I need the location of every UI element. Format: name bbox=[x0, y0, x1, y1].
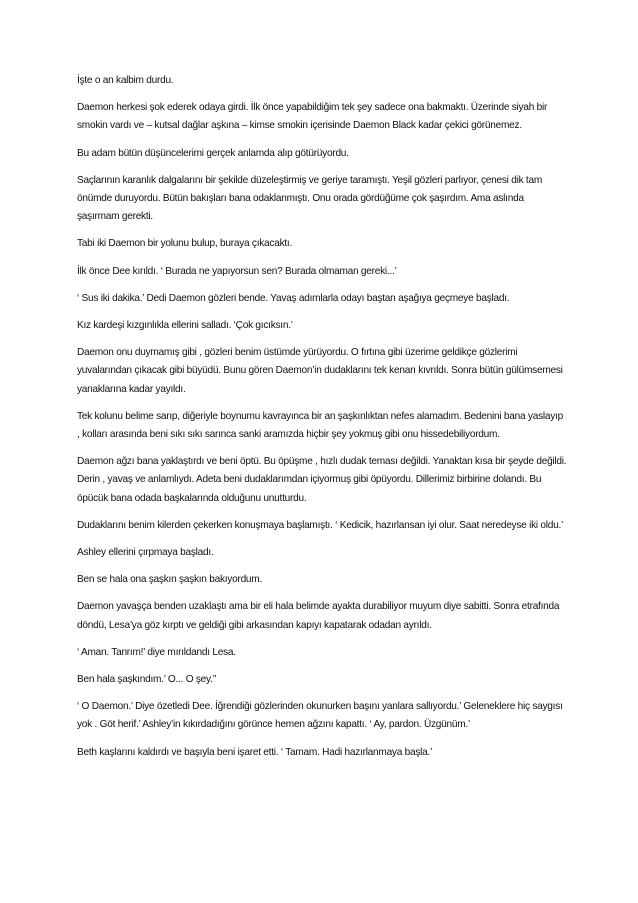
paragraph-14: Ben se hala ona şaşkın şaşkın bakıyordum. bbox=[77, 574, 263, 586]
paragraph-15: Daemon yavaşça benden uzaklaştı ama bir eli hala belimde ayakta durabiliyor muyum diye sabitti. Sonra etrafında döndü, Lesa’ya göz kırptı ve geldiği gibi arkasından kapıyı kapatarak odadan ayrıldı. bbox=[77, 601, 560, 631]
paragraph-11: Daemon ağzı bana yaklaştırdı ve beni öptü. Bu öpüşme , hızlı dudak teması değildi. Yanaktan kısa bir şeyde değildi. Derin , yavaş ve anlamlıydı. Adeta beni dudaklarımdan içiyormuş gibi öpüyordu. Dillerimiz birbirine dolandı. Bu öpücük bana odada başkalarında olduğunu unutturdu. bbox=[77, 456, 567, 504]
paragraph-8: Kız kardeşi kızgınlıkla ellerini salladı. ‘Çok gıcıksın.’ bbox=[77, 320, 293, 332]
paragraph-16: ‘ Aman. Tanrım!’ diye mırıldandı Lesa. bbox=[77, 646, 236, 658]
paragraph-10: Tek kolunu belime sarıp, diğeriyle boynumu kavrayınca bir an şaşkınlıktan nefes alamadım. Bedenini bana yaslayıp , kolları arasında beni sıkı sıkı sarınca sanki aramızda hiçbir şey yokmuş gibi onu hissedebiliyordum. bbox=[77, 410, 563, 441]
paragraph-13: Ashley ellerini çırpmaya başladı. bbox=[77, 547, 214, 559]
paragraph-4: Saçlarının karanlık dalgalarını bir şekilde düzeleştirmiş ve geriye taramıştı. Yeşil gözleri parlıyor, çenesi dik tam önümde duruyordu. Bütün bakışları bana odaklanmıştı. Onu orada gördüğüme çok şaşırdım. Ama aslında şaşırmam gerekti. bbox=[77, 174, 543, 223]
paragraph-2: Daemon herkesi şok ederek odaya girdi. İlk önce yapabildiğim tek şey sadece ona bakmaktı. Üzerinde siyah bir smokin vardı ve – kutsal dağlar aşkına – kimse smokin içerisinde Daemon Black kadar çekici görünemez. bbox=[77, 102, 548, 132]
paragraph-7: ‘ Sus iki dakika.’ Dedi Daemon gözleri bende. Yavaş adımlarla odayı baştan aşağıya geçmeye başladı. bbox=[77, 292, 510, 304]
paragraph-17: Ben hala şaşkındım.’ O... O şey.’’ bbox=[77, 674, 217, 686]
paragraph-5: Tabi iki Daemon bir yolunu bulup, buraya çıkacaktı. bbox=[77, 238, 293, 250]
document-page bbox=[77, 72, 567, 771]
paragraph-18: ‘ O Daemon.’ Diye özetledi Dee. İğrendiği gözlerinden okunurken başını yanlara sallıyordu.’ Geleneklere hiç saygısı yok . Göt herif.’ Ashley’in kıkırdadığını görünce hemen ağzını kapattı. ‘ Ay, pardon. Üzgünüm.’ bbox=[77, 701, 563, 731]
paragraph-12: Dudaklarını benim kilerden çekerken konuşmaya başlamıştı. ‘ Kedicik, hazırlansan iyi olur. Saat neredeyse iki oldu.’ bbox=[77, 519, 564, 531]
paragraph-1: İşte o an kalbim durdu. bbox=[77, 75, 174, 86]
paragraph-6: İlk önce Dee kırıldı. ‘ Burada ne yapıyorsun sen? Burada olmaman gereki...’ bbox=[77, 265, 397, 277]
paragraph-9: Daemon onu duymamış gibi , gözleri benim üstümde yürüyordu. O fırtına gibi üzerime geldikçe gözlerimi yuvalarından çıkacak gibi büyüdü. Bunu gören Daemon’in dudaklarını tek kenarı kıvrıldı. Sonra bütün gülümsemesi yanaklarına kadar yayıldı. bbox=[77, 347, 563, 395]
paragraph-3: Bu adam bütün düşüncelerimi gerçek anlamda alıp götürüyordu. bbox=[77, 147, 349, 159]
paragraph-19: Beth kaşlarını kaldırdı ve başıyla beni işaret etti. ‘ Tamam. Hadi hazırlanmaya başla.’ bbox=[77, 746, 433, 758]
